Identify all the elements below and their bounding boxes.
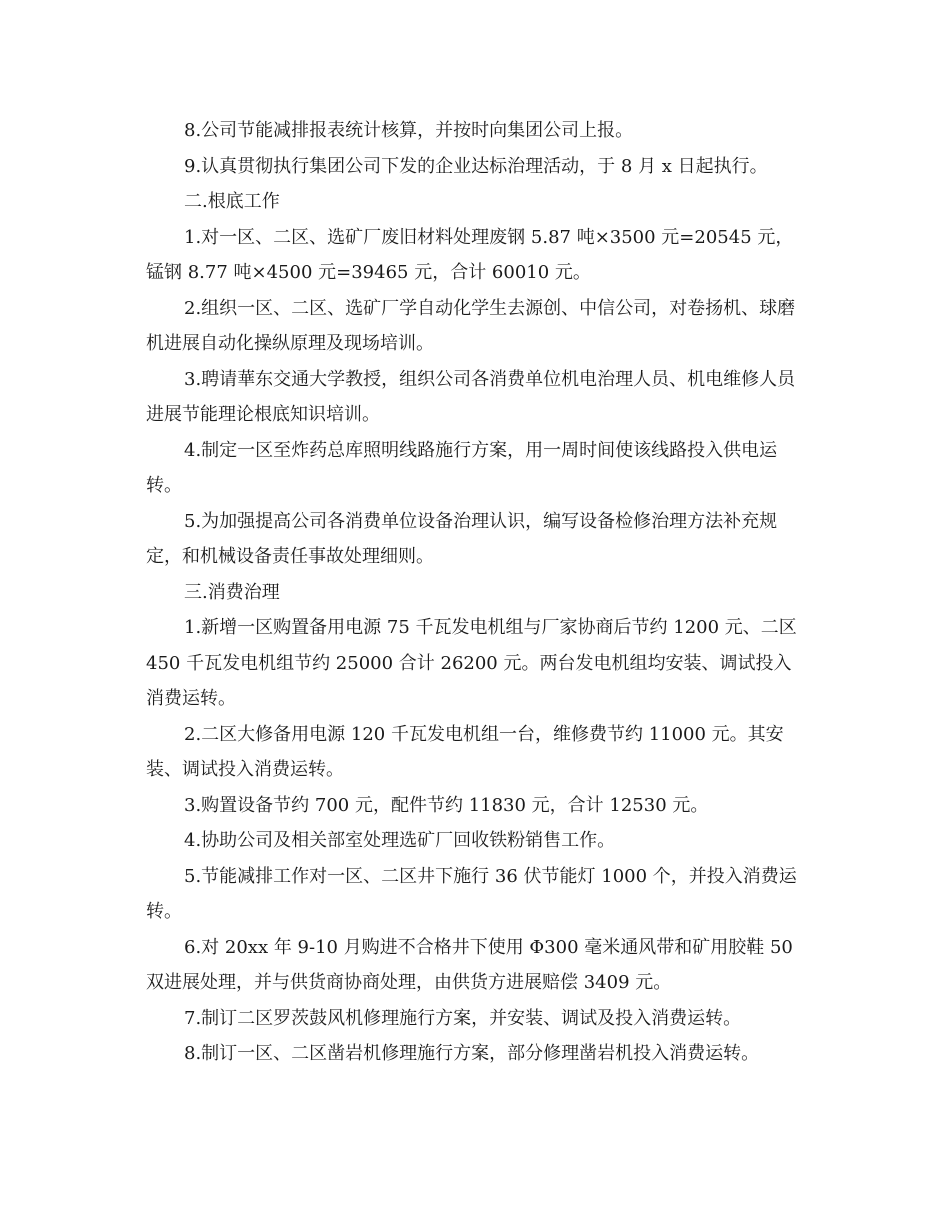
- list-item: 2.二区大修备用电源 120 千瓦发电机组一台，维修费节约 11000 元。其安装、调试投入消费运转。: [146, 723, 784, 780]
- list-item: 7.制订二区罗茨鼓风机修理施行方案，并安装、调试及投入消费运转。: [184, 1007, 742, 1029]
- list-item: 6.对 20xx 年 9-10 月购进不合格井下使用 Φ300 毫米通风带和矿用胶鞋 50 双进展处理，并与供货商协商处理，由供货方进展赔偿 3409 元。: [146, 936, 799, 993]
- list-item: 1.新增一区购置备用电源 75 千瓦发电机组与厂家协商后节约 1200 元、二区 450 千瓦发电机组节约 25000 合计 26200 元。两台发电机组均安装、调试投入消费运转。: [146, 617, 803, 709]
- list-item: 1.对一区、二区、选矿厂废旧材料处理废钢 5.87 吨×3500 元=20545 元，锰钢 8.77 吨×4500 元=39465 元，合计 60010 元。: [146, 226, 794, 283]
- list-item: 5.节能减排工作对一区、二区井下施行 36 伏节能灯 1000 个，并投入消费运转。: [146, 865, 797, 922]
- list-item: 3.聘请華东交通大学教授，组织公司各消费单位机电治理人员、机电维修人员进展节能理论根底知识培训。: [146, 368, 796, 425]
- list-item: 2.组织一区、二区、选矿厂学自动化学生去源创、中信公司，对卷扬机、球磨机进展自动化操纵原理及现场培训。: [146, 297, 796, 354]
- list-item: 4.协助公司及相关部室处理选矿厂回收铁粉销售工作。: [184, 830, 616, 851]
- document-body: [146, 113, 806, 1072]
- section-heading: 二.根底工作: [184, 191, 280, 212]
- list-item: 3.购置设备节约 700 元，配件节约 11830 元，合计 12530 元。: [184, 794, 709, 816]
- list-item: 5.为加强提高公司各消费单位设备治理认识，编写设备检修治理方法补充规定，和机械设备责任事故处理细则。: [146, 510, 778, 567]
- list-item: 8.公司节能减排报表统计核算，并按时向集团公司上报。: [184, 120, 634, 141]
- list-item: 8.制订一区、二区凿岩机修理施行方案，部分修理凿岩机投入消费运转。: [184, 1043, 760, 1064]
- list-item: 9.认真贯彻执行集团公司下发的企业达标治理活动，于 8 月 x 日起执行。: [184, 155, 768, 177]
- list-item: 4.制定一区至炸药总库照明线路施行方案，用一周时间使该线路投入供电运转。: [146, 439, 778, 496]
- section-heading: 三.消费治理: [184, 581, 280, 603]
